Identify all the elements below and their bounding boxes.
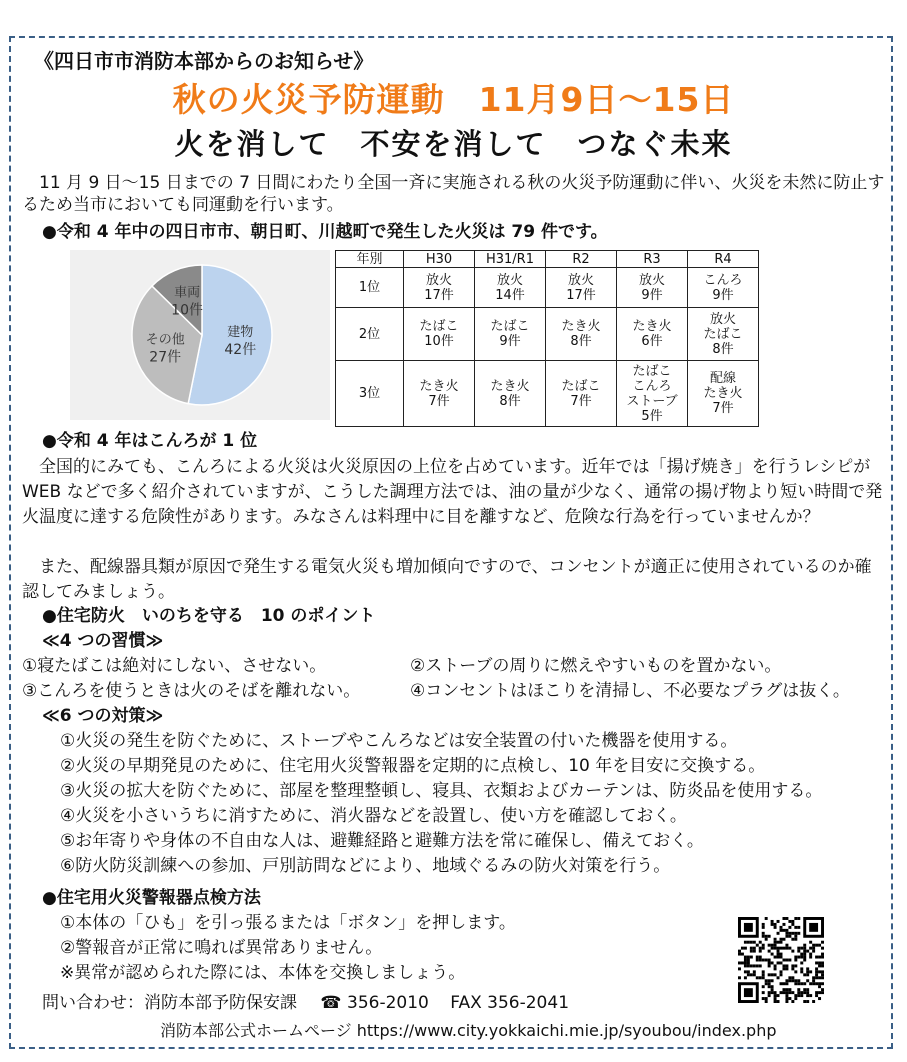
table-cell: 放火 14件 bbox=[475, 268, 546, 308]
table-header: R4 bbox=[688, 251, 759, 268]
measure-item: ⑥防火防災訓練への参加、戸別訪問などにより、地域ぐるみの防火対策を行う。 bbox=[60, 856, 671, 876]
contact-fax: FAX 356-2041 bbox=[450, 993, 570, 1013]
table-cell: 放火 17件 bbox=[404, 268, 475, 308]
pie-chart-svg bbox=[70, 250, 330, 420]
contact-line bbox=[42, 992, 569, 1014]
alarm-step: ①本体の「ひも」を引っ張るまたは「ボタン」を押します。 bbox=[60, 913, 516, 933]
table-cell: 放火 たばこ 8件 bbox=[688, 308, 759, 361]
habit-item: ④コンセントはほこりを清掃し、不必要なプラグは抜く。 bbox=[410, 681, 850, 701]
contact-tel: 356-2010 bbox=[347, 993, 429, 1013]
table-cell: 配線 たき火 7件 bbox=[688, 361, 759, 427]
table-row bbox=[336, 308, 759, 361]
table-header: 年別 bbox=[336, 251, 404, 268]
alarm-step: ②警報音が正常に鳴れば異常ありません。 bbox=[60, 938, 383, 958]
measure-item: ③火災の拡大を防ぐために、部屋を整理整頓し、寝具、衣類およびカーテンは、防炎品を使用する。 bbox=[60, 781, 823, 801]
pie-value-label: 10件 bbox=[171, 302, 204, 319]
pie-label: 建物 bbox=[227, 324, 254, 340]
habits-heading: ≪4 つの習慣≫ bbox=[42, 631, 164, 651]
rank-cell: 1位 bbox=[336, 268, 404, 308]
table-row bbox=[336, 361, 759, 427]
pie-chart bbox=[70, 250, 330, 420]
table-cell: たき火 8件 bbox=[546, 308, 617, 361]
measure-item: ④火災を小さいうちに消すために、消火器などを設置し、使い方を確認しておく。 bbox=[60, 806, 687, 826]
table-cell: たき火 8件 bbox=[475, 361, 546, 427]
ranking-table bbox=[335, 250, 759, 427]
rank-cell: 3位 bbox=[336, 361, 404, 427]
konro-paragraph-2: また、配線器具類が原因で発生する電気火災も増加傾向ですので、コンセントが適正に使用されているのか確認してみましょう。 bbox=[22, 557, 872, 602]
intro-paragraph: 11 月 9 日～15 日までの 7 日間にわたり全国一斉に実施される秋の火災予防運動に伴い、火災を未然に防止するため当市においても同運動を行います。 bbox=[22, 173, 885, 215]
alarm-heading: ●住宅用火災警報器点検方法 bbox=[42, 888, 261, 908]
habit-item: ③こんろを使うときは火のそばを離れない。 bbox=[22, 681, 361, 701]
pie-label: 車両 bbox=[174, 285, 201, 301]
konro-paragraph-1: 全国的にみても、こんろによる火災は火災原因の上位を占めています。近年では「揚げ焼き」を行うレシピが WEB などで多く紹介されていますが、こうした調理方法では、油の量が少なく、通常の揚げ物より短い時間で発火温度に達する危険性があります。みなさんは料理中に目を離すなど、危険な行為を行っていませんか？ bbox=[22, 457, 883, 527]
table-cell: たばこ 9件 bbox=[475, 308, 546, 361]
table-cell: 放火 17件 bbox=[546, 268, 617, 308]
homepage-link[interactable]: 消防本部公式ホームページ https://www.city.yokkaichi.mie.jp/syoubou/index.php bbox=[160, 1021, 777, 1040]
stats-heading: ●令和 4 年中の四日市市、朝日町、川越町で発生した火災は 79 件です。 bbox=[42, 222, 608, 242]
habit-item: ②ストーブの周りに燃えやすいものを置かない。 bbox=[410, 656, 782, 676]
header-notice: 《四日市市消防本部からのお知らせ》 bbox=[34, 49, 374, 73]
table-header: H31/R1 bbox=[475, 251, 546, 268]
table-cell: たき火 7件 bbox=[404, 361, 475, 427]
habit-item: ①寝たばこは絶対にしない、させない。 bbox=[22, 656, 327, 676]
rank-cell: 2位 bbox=[336, 308, 404, 361]
slogan: 火を消して 不安を消して つなぐ未来 bbox=[174, 127, 733, 161]
pie-value-label: 27件 bbox=[149, 349, 182, 366]
table-cell: たばこ こんろ ストーブ 5件 bbox=[617, 361, 688, 427]
table-header-row bbox=[336, 251, 759, 268]
points-heading: ●住宅防火 いのちを守る 10 のポイント bbox=[42, 606, 376, 626]
konro-heading: ●令和 4 年はこんろが 1 位 bbox=[42, 431, 258, 451]
table-cell: たき火 6件 bbox=[617, 308, 688, 361]
contact-label: 問い合わせ：消防本部予防保安課 bbox=[42, 993, 297, 1013]
measure-item: ⑤お年寄りや身体の不自由な人は、避難経路と避難方法を常に確保し、備えておく。 bbox=[60, 831, 704, 851]
measure-item: ①火災の発生を防ぐために、ストーブやこんろなどは安全装置の付いた機器を使用する。 bbox=[60, 731, 738, 751]
measure-item: ②火災の早期発見のために、住宅用火災警報器を定期的に点検し、10 年を目安に交換する。 bbox=[60, 756, 766, 776]
table-cell: こんろ 9件 bbox=[688, 268, 759, 308]
table-header: H30 bbox=[404, 251, 475, 268]
pie-label: その他 bbox=[145, 332, 185, 348]
phone-icon: ☎ bbox=[320, 993, 342, 1013]
measures-heading: ≪6 つの対策≫ bbox=[42, 706, 164, 726]
table-row bbox=[336, 268, 759, 308]
alarm-step: ※異常が認められた際には、本体を交換しましょう。 bbox=[60, 963, 466, 983]
table-cell: たばこ 7件 bbox=[546, 361, 617, 427]
table-cell: たばこ 10件 bbox=[404, 308, 475, 361]
table-cell: 放火 9件 bbox=[617, 268, 688, 308]
table-header: R3 bbox=[617, 251, 688, 268]
qr-code-icon[interactable] bbox=[738, 917, 824, 1003]
page-title: 秋の火災予防運動 11月9日～15日 bbox=[172, 80, 735, 119]
pie-value-label: 42件 bbox=[224, 341, 257, 358]
table-header: R2 bbox=[546, 251, 617, 268]
